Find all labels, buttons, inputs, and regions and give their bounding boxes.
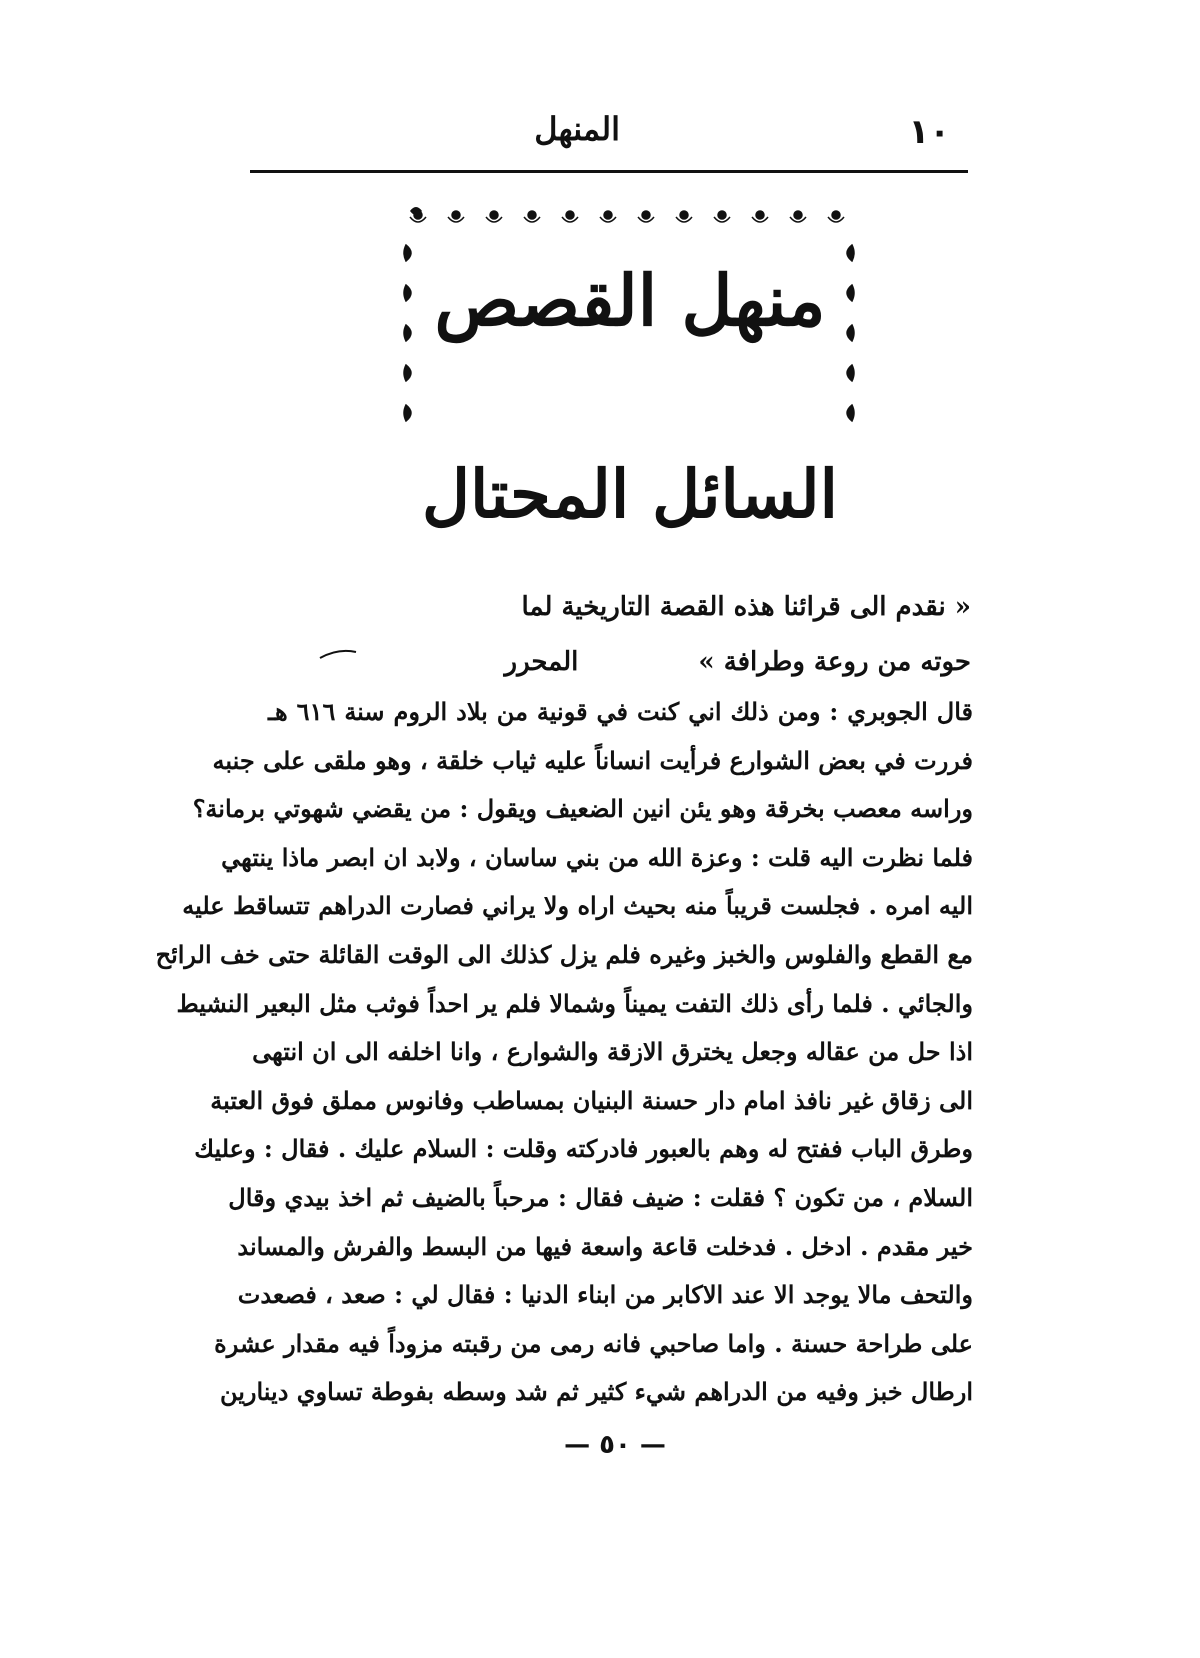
footer-page-mark: — ٥٠ — <box>564 1430 666 1460</box>
body-line: اليه امره . فجلست قريباً منه بحيث اراه ولا يراني فصارت الدراهم تتساقط عليه <box>182 891 973 921</box>
story-body <box>155 688 974 1417</box>
intro-note <box>285 580 971 690</box>
body-line: خير مقدم . ادخل . فدخلت قاعة واسعة فيها من البسط والفرش والمساند <box>237 1231 973 1261</box>
journal-name: المنهل <box>534 110 620 148</box>
body-line: قال الجوبري : ومن ذلك اني كنت في قونية من بلاد الروم سنة ٦١٦ هـ <box>268 697 974 726</box>
intro-line-1: « نقدم الى قرائنا هذه القصة التاريخية لما <box>521 592 971 622</box>
page-number: ١٠ <box>908 112 950 152</box>
body-line: اذا حل من عقاله وجعل يخترق الازقة والشوارع ، وانا اخلفه الى ان انتهى <box>252 1037 973 1067</box>
body-line: فررت في بعض الشوارع فرأيت انساناً عليه ثياب خلقة ، وهو ملقى على جنبه <box>212 745 973 775</box>
story-title: السائل المحتال <box>422 455 838 533</box>
body-line: فلما نظرت اليه قلت : وعزة الله من بني ساسان ، ولابد ان ابصر ماذا ينتهي <box>221 842 973 872</box>
body-line: والتحف مالا يوجد الا عند الاكابر من ابناء الدنيا : فقال لي : صعد ، فصعدت <box>237 1280 973 1310</box>
body-line: وراسه معصب بخرقة وهو يئن انين الضعيف ويقول : من يقضي شهوتي برمانة؟ <box>192 794 973 824</box>
body-line: مع القطع والفلوس والخبز وغيره فلم يزل كذلك الى الوقت القائلة حتى خف الرائح <box>155 939 973 969</box>
body-line: وطرق الباب ففتح له وهم بالعبور فادركته وقلت : السلام عليك . فقال : وعليك <box>194 1134 973 1164</box>
body-line: السلام ، من تكون ؟ فقلت : ضيف فقال : مرحباً بالضيف ثم اخذ بيدي وقال <box>228 1182 973 1212</box>
header-rule <box>250 170 968 173</box>
body-line: على طراحة حسنة . واما صاحبي فانه رمى من رقبته مزوداً فيه مقدار عشرة <box>214 1328 973 1358</box>
intro-line-2: حوته من روعة وطرافة » <box>698 647 971 677</box>
section-title: منهل القصص <box>434 259 826 342</box>
body-line: ارطال خبز وفيه من الدراهم شيء كثير ثم شد وسطه بفوطة تساوي دينارين <box>219 1377 973 1407</box>
running-header <box>250 108 990 158</box>
body-line: والجائي . فلما رأى ذلك التفت يميناً وشمالا فلم ير احداً فوثب مثل البعير النشيط <box>176 988 973 1018</box>
intro-line-2-row <box>285 635 971 690</box>
editor-underline-mark <box>318 648 358 666</box>
editor-signature: المحرر <box>504 647 579 677</box>
body-line: الى زقاق غير نافذ امام دار حسنة البنيان بمساطب وفانوس مملق فوق العتبة <box>210 1085 973 1115</box>
